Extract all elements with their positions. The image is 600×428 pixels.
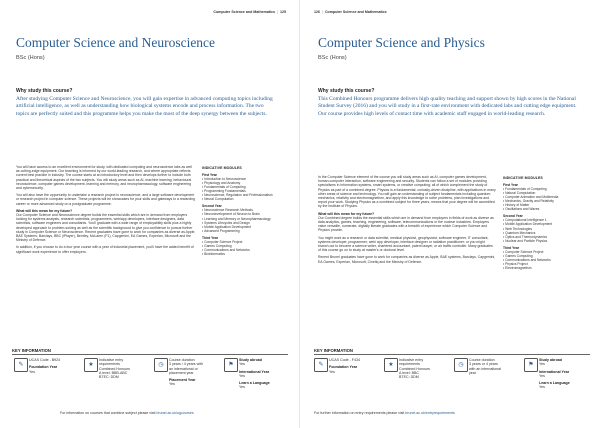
- modules-heading: INDICATIVE MODULES: [503, 176, 543, 180]
- module-item: • Games Computing: [503, 254, 585, 258]
- module-item: • Computer Animation and Multimedia: [503, 195, 585, 199]
- flag-icon: ⚑: [224, 358, 238, 372]
- module-item: • Communications and Networks: [503, 258, 585, 262]
- key-info-text: [169, 358, 211, 387]
- key-info-line: 3 years / 4 years with: [169, 362, 203, 367]
- module-item: • Mechanics, Gravity and Relativity: [503, 199, 585, 203]
- key-info-line: Indicative entry: [399, 358, 424, 362]
- key-info-line: Learn a Language: [539, 381, 570, 386]
- running-header: [213, 10, 286, 14]
- key-info-heading: KEY INFORMATION: [12, 348, 51, 353]
- module-list: [202, 208, 284, 232]
- module-item: • Programming Fundamentals: [202, 189, 284, 193]
- clock-icon: ◷: [454, 358, 468, 372]
- module-item: • Natural Computation: [503, 191, 585, 195]
- module-year-label: Third Year: [202, 235, 219, 240]
- module-item: • Electromagnetism: [503, 266, 585, 270]
- module-item: • Computer Science Project: [503, 250, 585, 254]
- footer-link[interactable]: brunel.ac.uk/entryrequirements: [405, 411, 455, 415]
- module-item: • Physiology and Anatomy: [202, 181, 284, 185]
- module-item: • Oscillations and Waves: [503, 207, 585, 211]
- module-item: • Computational Intelligence 1: [503, 218, 585, 222]
- module-item: • Learning and Memory or Neuropharmacology: [202, 217, 284, 221]
- career-heading: What will this mean for my future?: [318, 211, 375, 216]
- key-info-line: A level: BBC: [399, 370, 419, 375]
- module-item: • Neurodevelopment of Neuron to Brain: [202, 212, 284, 216]
- course-title: Computer Science and Physics: [318, 35, 485, 50]
- module-item: • Optics and Thermodynamics: [503, 235, 585, 239]
- key-info-line: Yes: [539, 385, 545, 390]
- key-info-line: Yes: [239, 373, 245, 378]
- footer-text: For further information on entry requirements please visit: [314, 411, 405, 415]
- key-info-line: Indicative entry: [99, 358, 124, 362]
- module-year-label: Second Year: [503, 214, 523, 219]
- module-item: • Fundamentals of Computing: [503, 187, 585, 191]
- key-info-line: year: [469, 370, 476, 375]
- key-info-line: Combined Honours: [399, 366, 430, 371]
- module-item: • Fundamentals of Computing: [202, 185, 284, 189]
- module-list: [503, 187, 585, 211]
- key-info-heading: KEY INFORMATION: [314, 348, 353, 353]
- key-info-line: UCAS Code - F434: [329, 358, 360, 362]
- key-info-text: [29, 358, 71, 374]
- key-info-line: UCAS Code - B924: [29, 358, 61, 362]
- module-item: • Web Technologies: [503, 227, 585, 231]
- module-item: • Introduction to Neuroscience: [202, 177, 284, 181]
- key-info-line: Combined Honours: [99, 366, 130, 371]
- body-paragraph: You will also have the opportunity to undertake a research project in neuroscience, and a large software development or research project in computer science. These projects will be showcases for your skills and gateways to a rewarding career or more advanced study on a postgraduate programme.: [16, 193, 195, 206]
- body-column: [318, 175, 496, 267]
- key-info-line: Yes: [539, 373, 545, 378]
- why-heading: Why study this course?: [318, 88, 375, 94]
- module-item: • Neural Computation: [202, 197, 284, 201]
- career-heading: What will this mean for my future?: [16, 208, 73, 213]
- key-info-line: Yes: [329, 369, 335, 374]
- module-year-label: Third Year: [503, 245, 520, 250]
- body-paragraph: You will have access to an excellent environment for study, with dedicated computing and neuroscience labs as well as cutting-edge equipment. Our teaching is informed by our world-leading research, and where appropriate reflects current best practice in industry. The course starts at an introductory level and then develops further to include both practical and theoretical aspects of the two subjects. You will study areas such as AI, machine learning, behavioural neuroscience, computer games development, learning and memory, and neuropharmacology, software engineering and cybersecurity.: [16, 165, 192, 191]
- why-text: This Combined Honours programme delivers high quality teaching and support shown by high scores in the National Student Survey (2016) and you will study in a first-rate environment with dedicated labs and cutting edge equipment. Our course provides high levels of contact time with academic staff engaged in world-leading research.: [318, 96, 577, 117]
- page-number: 125: [280, 10, 286, 14]
- key-info-line: Yes: [169, 382, 175, 387]
- module-item: • Games Computing: [202, 244, 284, 248]
- key-info-line: Study abroad: [539, 358, 562, 362]
- modules-heading: INDICATIVE MODULES: [202, 166, 242, 170]
- module-year-label: Second Year: [202, 204, 222, 209]
- why-text: After studying Computer Science and Neuroscience, you will gain expertise in advanced computing topics including artificial intelligence, as well as understanding how biological systems encode and process information. The two topics are perfectly suited and this programme helps you make the most of the deep synergy between the subjects.: [16, 96, 273, 117]
- key-info-line: Foundation Year: [29, 365, 58, 370]
- modules-column: [202, 166, 284, 256]
- key-info-line: Course duration: [169, 358, 195, 362]
- pencil-icon: ✎: [14, 358, 28, 372]
- body-column: [16, 165, 196, 257]
- key-info-line: BTEC: DDM: [399, 375, 419, 380]
- running-title: Computer Science and Mathematics: [213, 10, 276, 14]
- body-paragraph: You might work as a research or data scientist, medical physicist, geophysicist, software engineer, IT consultant, systems developer, programmer, web/ app developer, interface designer or radiation practitioner; or you might branch out to become a science writer, chartered accountant, patent lawyer, or air traffic controller. Many graduates of this course go on to study at master's or doctoral level.: [318, 235, 493, 253]
- module-item: • Neuroscience, Regulation and Professionalism: [202, 193, 284, 197]
- star-icon: ★: [384, 358, 398, 372]
- body-paragraph: In the Computer Science element of the course you will study areas such as AI, computer games development, human-computer interaction, software engineering and security. Students can follow a set of modules providing specialisms in Information systems, smart systems, or creative computing; all of which complement the study of Physics as part of a combined degree. Physics is a fundamental, curiosity-driven discipline, with applications in many other areas of science and technology. You will gain an understanding of subject fundamentals including quantum mechanics, relativity and electromagnetism, and apply this knowledge to solve problems, plan investigations and report your work. Studying Physics as a combined subject for three years, means that your degree will be accredited by the Institute of Physics.: [318, 175, 496, 209]
- module-item: • Physics Project: [503, 262, 585, 266]
- flag-icon: ⚑: [524, 358, 538, 372]
- module-list: [503, 250, 585, 270]
- modules-column: [503, 176, 585, 270]
- module-year-label: First Year: [202, 173, 217, 178]
- module-item: • Quantum Mechanics: [503, 231, 585, 235]
- key-info-text: [329, 358, 371, 374]
- module-item: • Neuroscience Research Methods: [202, 208, 284, 212]
- key-info-divider: [314, 354, 590, 355]
- key-info-line: Study abroad: [239, 358, 262, 362]
- key-info-line: Course duration: [469, 358, 495, 362]
- module-item: • Mobile Application Development: [202, 225, 284, 229]
- module-item: • Mobile Application Development: [503, 222, 585, 226]
- module-item: • Nuclear and Particle Physics: [503, 239, 585, 243]
- key-info-line: 3 years or 4 years: [469, 362, 498, 367]
- key-info-line: Learn a Language: [239, 381, 270, 386]
- right-page: [300, 0, 600, 428]
- module-item: • Computer Science Project: [202, 240, 284, 244]
- key-info-divider: [12, 354, 288, 355]
- key-info-text: [399, 358, 441, 379]
- clock-icon: ◷: [154, 358, 168, 372]
- page-number: 126: [314, 10, 320, 14]
- key-info-line: Yes: [539, 362, 545, 367]
- key-info-line: requirements: [99, 362, 120, 367]
- module-item: • Advanced Programming: [202, 229, 284, 233]
- key-info-line: BTEC: DDM: [99, 375, 119, 380]
- body-paragraph: In addition, if you choose to do a four year course with a year of industrial placement, you'll have the added benefit of significant work experience to offer employers.: [16, 245, 194, 254]
- module-list: [202, 177, 284, 201]
- key-info-line: International Year: [539, 369, 570, 374]
- key-info-text: [99, 358, 141, 379]
- footer-text: For information on courses that combine subject please visit: [60, 411, 156, 415]
- footer-link[interactable]: brunel.ac.uk/ugcourses: [156, 411, 194, 415]
- degree-label: BSc (Hons): [318, 55, 347, 61]
- key-info-line: Yes: [29, 369, 35, 374]
- body-paragraph: Our Combined degree builds the essential skills which are in demand from employers in fields of work as diverse as data analytics, games, teaching, engineering, software, telecommunications or the nuclear industries. Employers value versatile, numerate, digitally literate graduates with a breadth of experience which Computer Science and Physics provide.: [318, 215, 494, 233]
- key-info-text: [539, 358, 581, 390]
- key-info-line: an international or: [169, 366, 198, 371]
- key-info-line: placement year: [169, 370, 194, 375]
- module-list: [503, 218, 585, 242]
- key-info-line: A level: BBB-ABC: [99, 370, 128, 375]
- key-info-text: [239, 358, 281, 390]
- module-year-label: First Year: [503, 183, 518, 188]
- key-info-line: Foundation Year: [329, 365, 358, 370]
- running-header: [314, 10, 387, 14]
- running-separator: |: [277, 10, 278, 14]
- degree-label: BSc (Hons): [16, 55, 45, 61]
- running-separator: |: [322, 10, 323, 14]
- footer-note: [60, 411, 194, 415]
- key-info-line: Yes: [239, 385, 245, 390]
- body-paragraph: Recent Brunel graduates have gone to work for companies as diverse as Apple, BAE systems, Barclays, Capgemini, EA Games, Experian, Microsoft, Cinetiq and the Ministry of Defence.: [318, 255, 496, 264]
- module-item: • Bioinformatics: [202, 252, 284, 256]
- why-heading: Why study this course?: [16, 88, 73, 94]
- key-info-text: [469, 358, 511, 375]
- module-item: • Systems Lifecycles and Design: [202, 221, 284, 225]
- pencil-icon: ✎: [314, 358, 328, 372]
- key-info-line: Placement Year: [169, 378, 196, 383]
- module-item: • History of Matter: [503, 203, 585, 207]
- body-paragraph: Our Computer Science and Neuroscience degree builds the essential skills which are in demand from employers looking for systems analysts, research scientists, programmers, web/app developers, interface designers, data scientists, software engineers and consultants. You'll graduate with a wide range of employability skills plus a highly developed approach to problem-solving as well as the scientific background to give you confidence to pursue further study in Computer Science or Neuroscience. Recent graduates have gone to work for companies as diverse as Apple, BAE Systems, Barclays, BBC (iPlayer), Bentley, McLaren (F1), Capgemini, EA Games, Experian, Microsoft and the Ministry of Defence.: [16, 213, 196, 243]
- star-icon: ★: [84, 358, 98, 372]
- module-list: [202, 240, 284, 256]
- module-item: • Communications and Networks: [202, 248, 284, 252]
- key-info-line: Yes: [239, 362, 245, 367]
- running-title: Computer Science and Mathematics: [324, 10, 387, 14]
- key-info-line: with an international: [469, 366, 501, 371]
- key-info-line: International Year: [239, 369, 270, 374]
- course-title: Computer Science and Neuroscience: [16, 35, 216, 50]
- key-info-line: requirements: [399, 362, 420, 367]
- footer-note: [314, 411, 455, 415]
